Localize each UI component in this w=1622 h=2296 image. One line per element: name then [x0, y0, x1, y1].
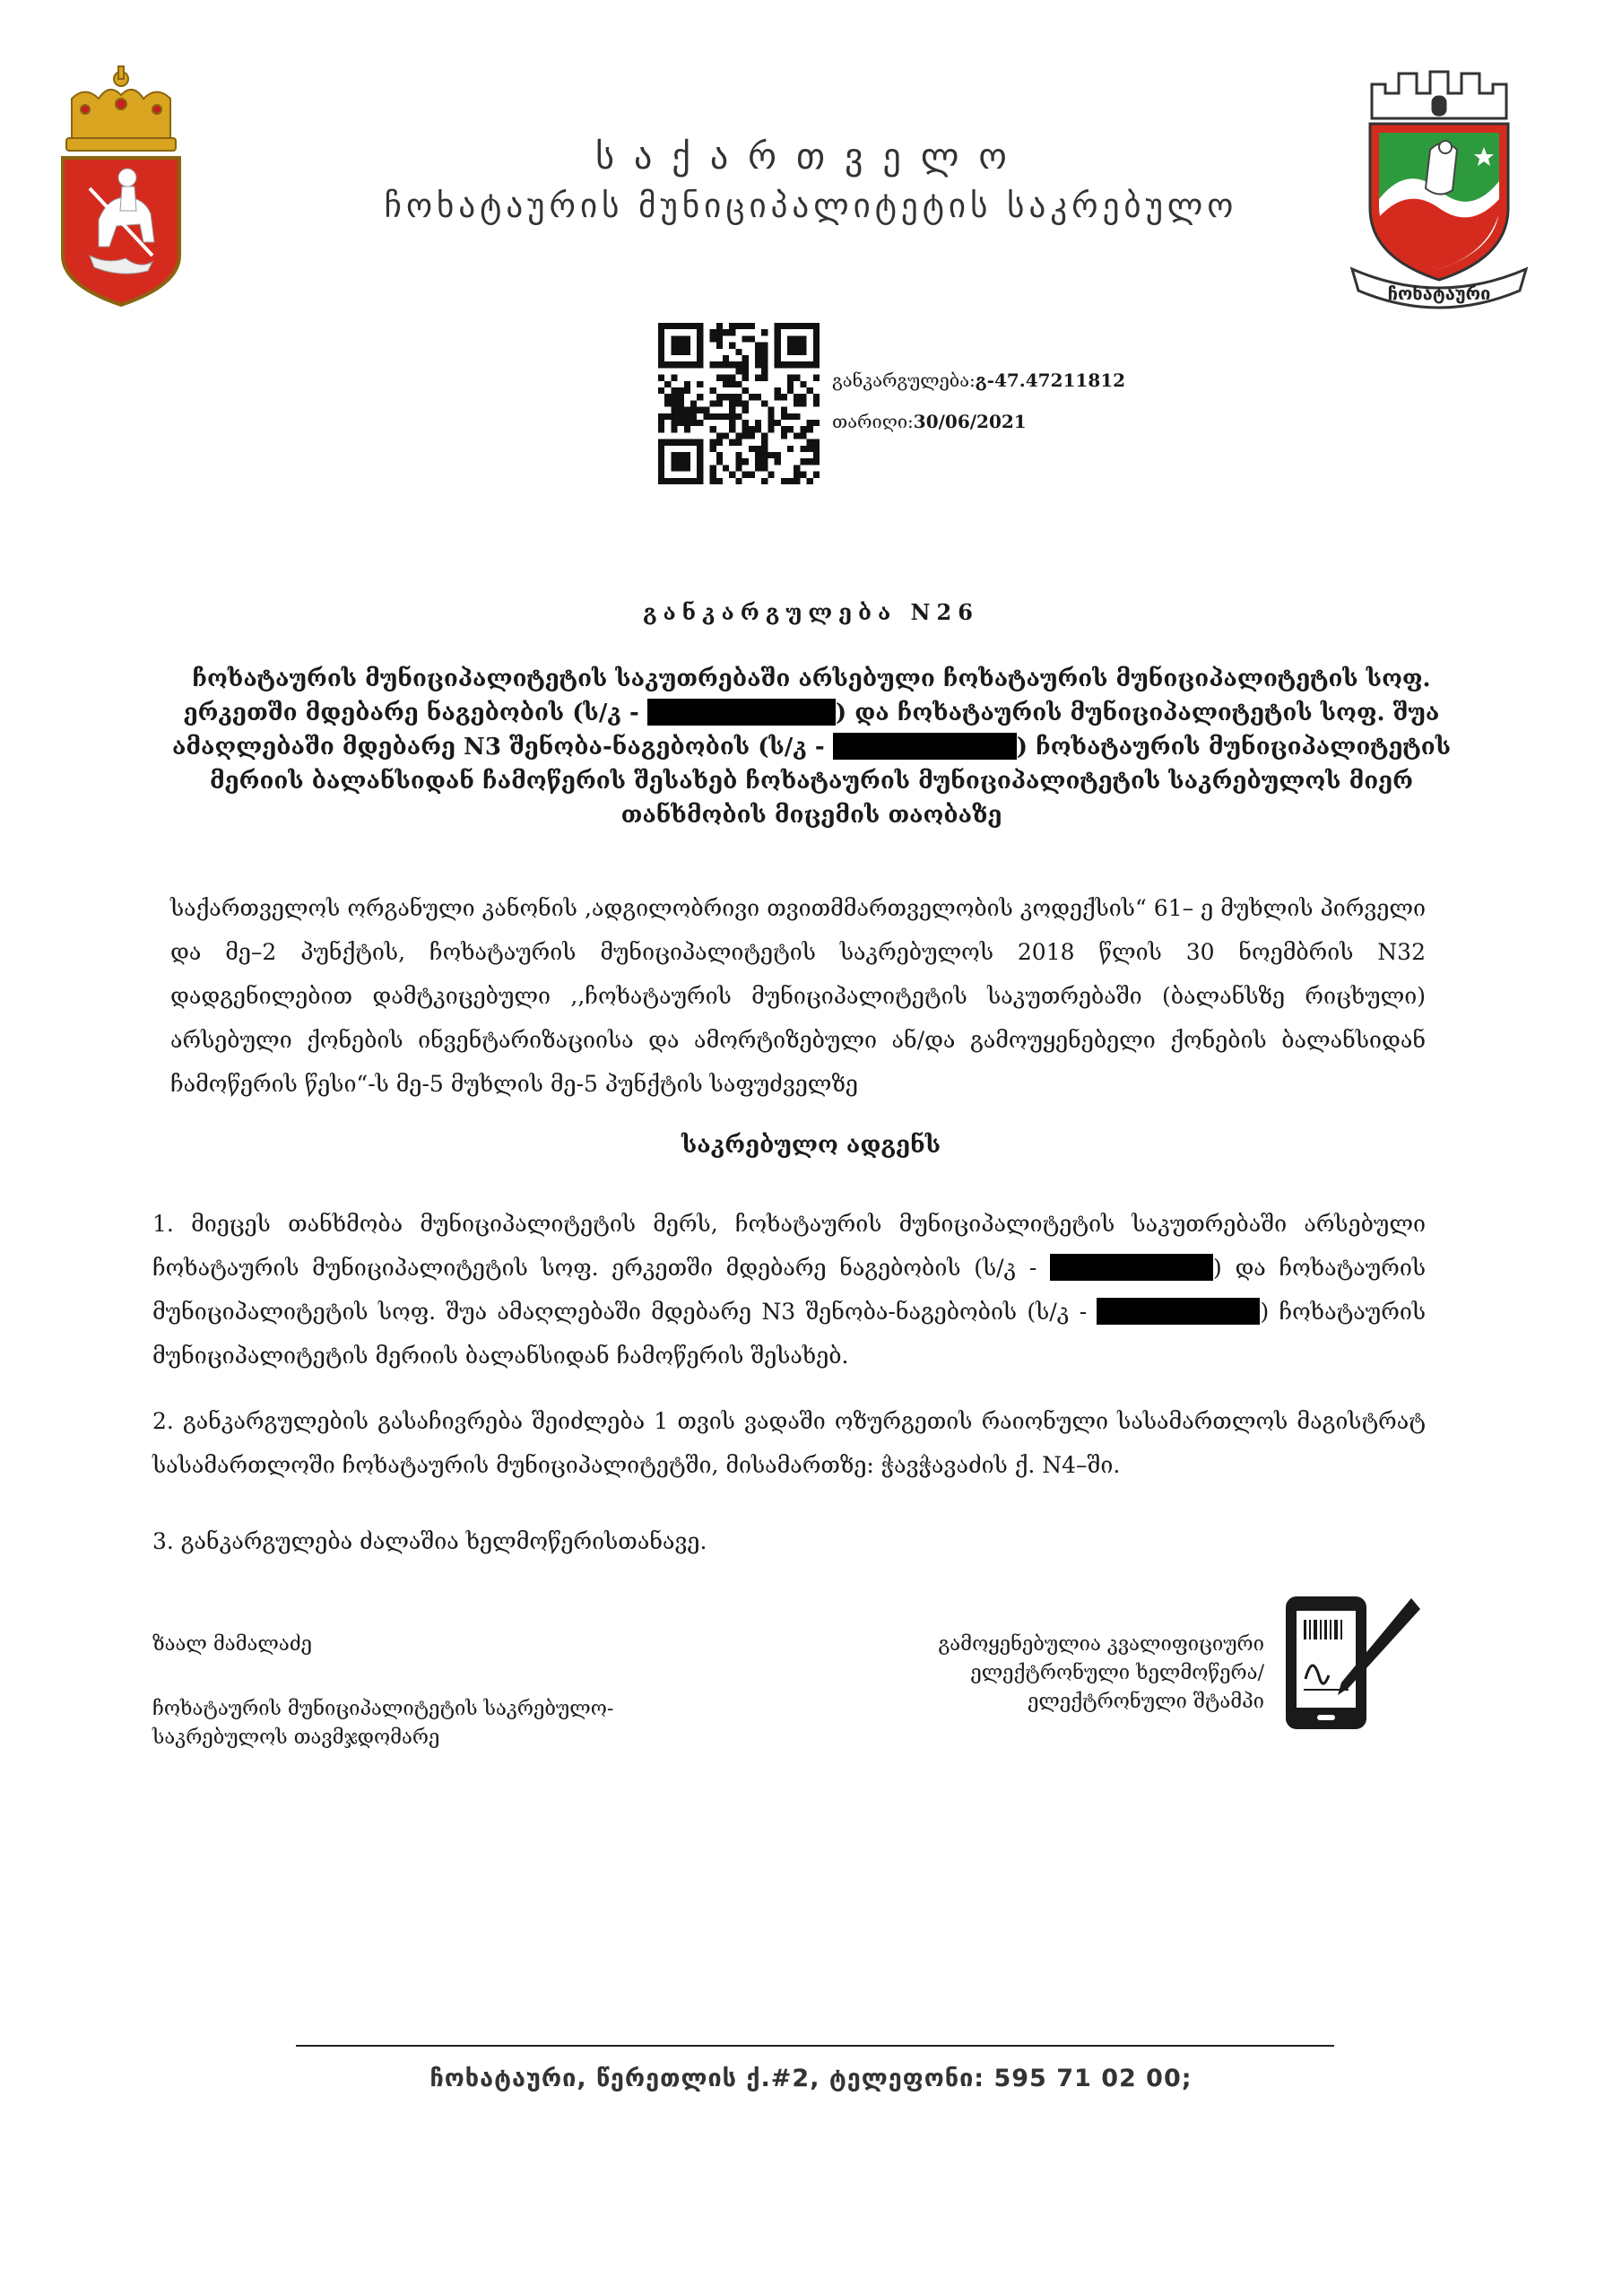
emblem-ribbon-text: ჩოხატაური	[1387, 283, 1491, 304]
document-title: განკარგულება N26	[643, 599, 979, 625]
document-subject	[170, 662, 1453, 832]
preamble-paragraph: საქართველოს ორგანული კანონის ,ადგილობრივი თვითმმართველობის კოდექსის“ 61– ე მუხლის პირველი და მე–2 პუნქტის, ჩოხატაურის მუნიციპალიტეტის საკრებულოს 2018 წლის 30 ნოემბრის N32 დადგენილებით დამტკიცებული ,,ჩოხატაურის მუნიციპალიტეტის საკუთრებაში (ბალანსზე რიცხული) არსებული ქონების ინვენტარიზაციისა და ამორტიზებული ან/და გამოუყენებელი ქონების ბალანსიდან ჩამოწერის წესი“-ს მე-5 მუხლის მე-5 პუნქტის საფუძველზე	[170, 895, 1426, 1097]
footer-address: ჩოხატაური, წერეთლის ქ.#2, ტელეფონი: 595 71 02 00;	[429, 2065, 1193, 2092]
chokhatauri-emblem-icon	[1345, 65, 1533, 311]
stamp-line-2: ელექტრონული ხელმოწერა/	[970, 1662, 1264, 1684]
signatory-name: ზაალ მამალაძე	[152, 1633, 313, 1656]
qr-code-icon	[658, 323, 820, 484]
organization-heading: ჩოხატაურის მუნიციპალიტეტის საკრებულო	[384, 187, 1238, 225]
stamp-line-1: გამოყენებულია კვალიფიციური	[938, 1633, 1264, 1656]
footer-divider	[296, 2045, 1334, 2047]
decision-item-2: 2. განკარგულების გასაჩივრება შეიძლება 1 თვის ვადაში ოზურგეთის რაიონული სასამართლოს მაგისტრატ სასამართლოში ჩოხატაურის მუნიციპალიტეტში, მისამართზე: ჭავჭავაძის ქ. N4–ში.	[152, 1408, 1426, 1478]
decree-date-label: თარიღი:	[832, 411, 914, 432]
redaction-block	[1050, 1254, 1213, 1281]
decree-date-value: 30/06/2021	[913, 411, 1027, 432]
decree-date-line	[832, 411, 1027, 432]
signatory-title-line-1: ჩოხატაურის მუნიციპალიტეტის საკრებულო-	[152, 1698, 614, 1720]
decree-number-line	[832, 370, 1125, 391]
electronic-signature-note	[852, 1631, 1264, 1717]
redaction-block	[647, 699, 836, 726]
item1-part-3: ) ჩოხატაურის მუნიციპალიტეტის მერიის ბალანსიდან ჩამოწერის შესახებ.	[152, 1299, 1427, 1369]
signatory-title	[152, 1695, 613, 1752]
subject-part-2: ) და ჩოხატაურის მუნიციპალიტეტის სოფ. შუა ამაღლებაში მდებარე N3 შენობა-ნაგებობის (ს/კ -	[171, 700, 1440, 761]
item1-part-2: ) და ჩოხატაურის მუნიციპალიტეტის სოფ. შუა ამაღლებაში მდებარე N3 შენობა-ნაგებობის (ს/კ -	[152, 1255, 1426, 1325]
redaction-block	[833, 733, 1017, 760]
signatory-title-line-2: საკრებულოს თავმჯდომარე	[152, 1726, 440, 1749]
electronic-signature-icon	[1277, 1589, 1420, 1733]
stamp-line-3: ელექტრონული შტამპი	[1028, 1691, 1264, 1713]
decree-number-value: გ-47.47211812	[975, 370, 1126, 391]
decides-heading: საკრებულო ადგენს	[681, 1132, 941, 1159]
decision-item-3: 3. განკარგულება ძალაშია ხელმოწერისთანავე.	[152, 1528, 707, 1554]
decree-number-label: განკარგულება:	[832, 370, 976, 391]
subject-part-1: ჩოხატაურის მუნიციპალიტეტის საკუთრებაში არსებული ჩოხატაურის მუნიციპალიტეტის სოფ. ერკეთში მდებარე ნაგებობის (ს/კ -	[183, 665, 1431, 726]
country-heading: საქართველო	[595, 136, 1027, 178]
decision-item-1	[152, 1202, 1426, 1378]
subject-part-3: ) ჩოხატაურის მუნიციპალიტეტის მერიის ბალანსიდან ჩამოწერის შესახებ ჩოხატაურის მუნიციპალიტეტის საკრებულოს მიერ თანხმობის მიცემის თაობაზე	[210, 734, 1452, 829]
item1-part-1: 1. მიეცეს თანხმობა მუნიციპალიტეტის მერს, ჩოხატაურის მუნიციპალიტეტის საკუთრებაში არსებული ჩოხატაურის მუნიციპალიტეტის სოფ. ერკეთში მდებარე ნაგებობის (ს/კ -	[152, 1211, 1426, 1281]
redaction-block	[1097, 1298, 1260, 1325]
